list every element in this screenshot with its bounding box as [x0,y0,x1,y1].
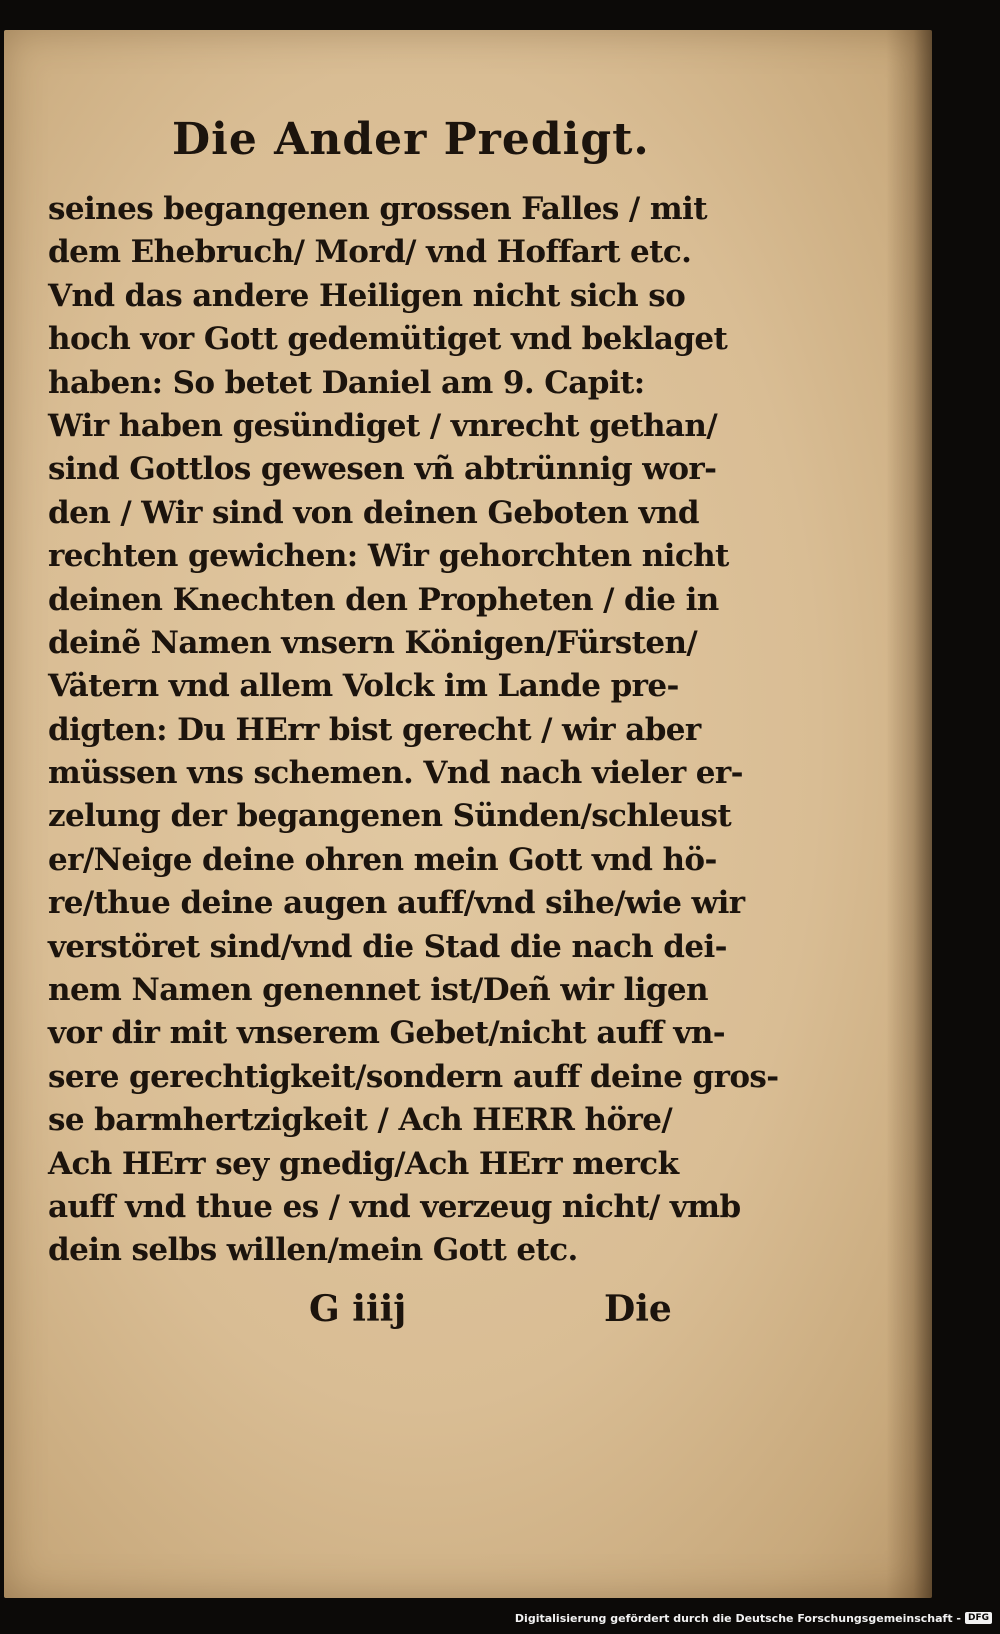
text-line: dem Ehebruch/ Mord/ vnd Hoffart etc. [48,234,692,271]
text-line: Wir haben gesündiget / vnrecht gethan/ [48,407,718,444]
footer-credit: Digitalisierung gefördert durch die Deutsche Forschungsgemeinschaft - [514,1611,961,1625]
text-line: verstöret sind/vnd die Stad die nach dei- [48,928,727,965]
text-line: er/Neige deine ohren mein Gott vnd hö- [48,841,717,878]
catchword: Die [604,1288,672,1330]
text-line: se barmhertzigkeit / Ach HERR höre/ [48,1102,673,1139]
text-line: sind Gottlos gewesen vñ abtrünnig wor- [48,451,717,488]
text-line: nem Namen genennet ist/Deñ wir ligen [48,972,708,1009]
dfg-logo-icon: DFG [965,1612,992,1624]
text-line: Vätern vnd allem Volck im Lande pre- [48,668,679,705]
text-block [48,188,779,1273]
text-line: zelung der begangenen Sünden/schleust [48,798,732,835]
text-line: Vnd das andere Heiligen nicht sich so [48,277,686,314]
text-line: auff vnd thue es / vnd verzeug nicht/ vmb [48,1188,741,1225]
text-line: sere gerechtigkeit/sondern auff deine gros- [48,1058,779,1095]
page-gutter-shadow [886,30,932,1598]
text-line: dein selbs willen/mein Gott etc. [48,1232,578,1269]
text-line: müssen vns schemen. Vnd nach vieler er- [48,755,743,792]
text-line: deinẽ Namen vnsern Königen/Fürsten/ [48,624,698,661]
running-head: Die Ander Predigt. [172,114,650,165]
text-line: haben: So betet Daniel am 9. Capit: [48,364,645,401]
text-line: re/thue deine augen auff/vnd sihe/wie wir [48,885,745,922]
signature-mark: G iiij [309,1288,407,1330]
text-line: seines begangenen grossen Falles / mit [48,191,707,227]
text-line: Ach HErr sey gnedig/Ach HErr merck [48,1145,679,1182]
text-line: hoch vor Gott gedemütiget vnd beklaget [48,321,728,358]
digitization-footer [515,1608,992,1628]
text-line: deinen Knechten den Propheten / die in [48,581,719,618]
text-line: digten: Du HErr bist gerecht / wir aber [48,711,701,748]
text-line: vor dir mit vnserem Gebet/nicht auff vn- [48,1015,726,1052]
text-line: rechten gewichen: Wir gehorchten nicht [48,538,729,575]
text-line: den / Wir sind von deinen Geboten vnd [48,494,699,531]
book-page [4,30,932,1598]
